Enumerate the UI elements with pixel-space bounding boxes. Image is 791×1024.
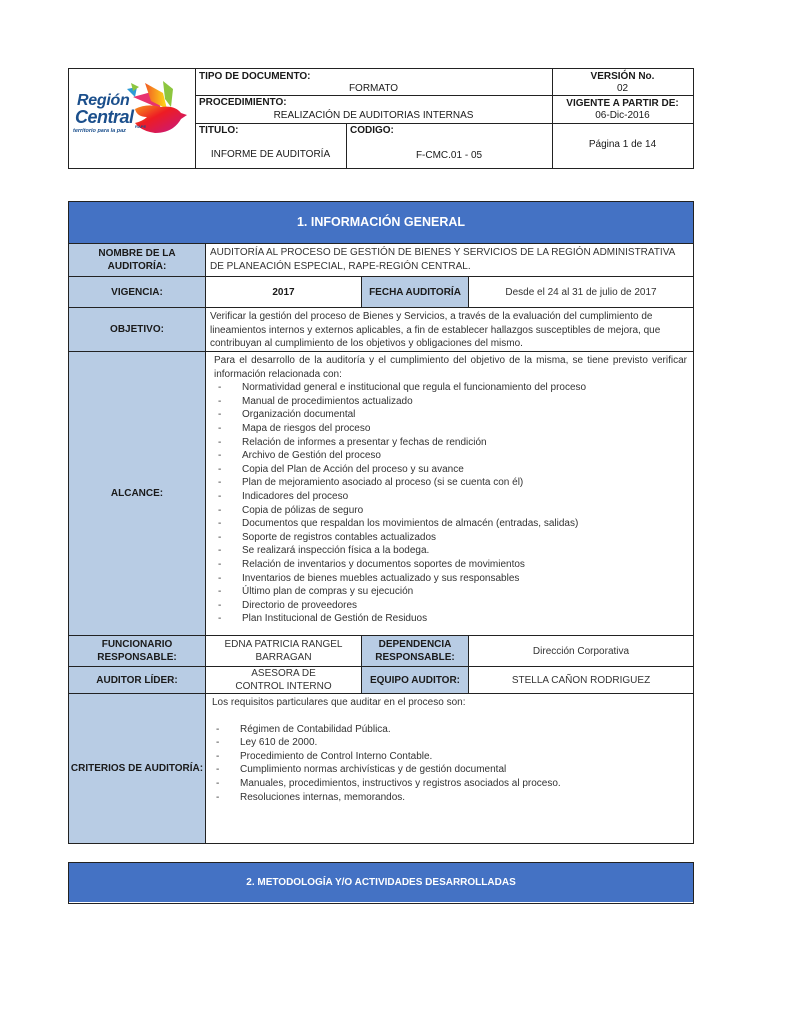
titulo-cell <box>195 123 346 168</box>
list-item: - Indicadores del proceso <box>214 490 687 504</box>
list-item: - Inventarios de bienes muebles actualizado y sus responsables <box>214 572 687 586</box>
list-item: - Régimen de Contabilidad Pública. <box>212 723 689 737</box>
list-item: - Plan de mejoramiento asociado al proceso (si se cuenta con él) <box>214 476 687 490</box>
criterios-content <box>205 694 693 843</box>
version-label: VERSIÓN No. <box>590 71 655 82</box>
criterios-label: CRITERIOS DE AUDITORÍA: <box>69 694 205 843</box>
list-item: - Plan Institucional de Gestión de Residuos <box>214 612 687 626</box>
list-item: - Directorio de proveedores <box>214 599 687 613</box>
alcance-label: ALCANCE: <box>69 352 205 635</box>
list-item: - Normatividad general e institucional que regula el funcionamiento del proceso <box>214 381 687 395</box>
list-item: - Resoluciones internas, memorandos. <box>212 791 689 805</box>
fecha-label: FECHA AUDITORÍA <box>361 277 468 307</box>
list-item: - Manual de procedimientos actualizado <box>214 395 687 409</box>
pagina-cell <box>552 123 693 168</box>
procedimiento-cell <box>195 95 552 123</box>
criterios-list <box>212 723 689 805</box>
funcionario-value: EDNA PATRICIA RANGEL BARRAGAN <box>205 636 361 666</box>
list-item: - Se realizará inspección física a la bodega. <box>214 544 687 558</box>
list-item: - Copia de pólizas de seguro <box>214 504 687 518</box>
tipo-documento-value: FORMATO <box>348 83 399 94</box>
vigencia-label: VIGENCIA: <box>69 277 205 307</box>
vigencia-row <box>69 276 693 307</box>
vigente-label: VIGENTE A PARTIR DE: <box>566 98 679 109</box>
codigo-value: F-CMC.01 - 05 <box>415 150 483 161</box>
procedimiento-value: REALIZACIÓN DE AUDITORIAS INTERNAS <box>273 110 474 121</box>
procedimiento-label: PROCEDIMIENTO: <box>199 97 287 108</box>
funcionario-row <box>69 635 693 666</box>
version-cell <box>552 69 693 95</box>
auditor-row <box>69 666 693 693</box>
dove-logo-icon <box>127 79 189 141</box>
alcance-list <box>214 381 687 626</box>
list-item: - Manuales, procedimientos, instructivos y registros asociados al proceso. <box>212 777 689 791</box>
dependencia-value: Dirección Corporativa <box>468 636 693 666</box>
codigo-cell <box>346 123 552 168</box>
list-item: - Último plan de compras y su ejecución <box>214 585 687 599</box>
list-item: - Documentos que respaldan los movimientos de almacén (entradas, salidas) <box>214 517 687 531</box>
tipo-documento-label: TIPO DE DOCUMENTO: <box>199 71 311 82</box>
criterios-intro: Los requisitos particulares que auditar en el proceso son: <box>212 697 466 708</box>
nombre-label: NOMBRE DE LA AUDITORÍA: <box>69 244 205 276</box>
equipo-value: STELLA CAÑON RODRIGUEZ <box>468 667 693 693</box>
list-item: - Procedimiento de Control Interno Contable. <box>212 750 689 764</box>
list-item: - Relación de informes a presentar y fechas de rendición <box>214 436 687 450</box>
vigencia-value: 2017 <box>205 277 361 307</box>
objetivo-label: OBJETIVO: <box>69 308 205 351</box>
auditor-label: AUDITOR LÍDER: <box>69 667 205 693</box>
titulo-value: INFORME DE AUDITORÍA <box>210 149 331 160</box>
page-number: Página 1 de 14 <box>588 139 657 150</box>
criterios-row <box>69 693 693 843</box>
logo-name: Región <box>77 92 130 109</box>
dependencia-label: DEPENDENCIA RESPONSABLE: <box>361 636 468 666</box>
vigente-cell <box>552 95 693 123</box>
codigo-label: CODIGO: <box>350 125 394 136</box>
nombre-value: AUDITORÍA AL PROCESO DE GESTIÓN DE BIENES Y SERVICIOS DE LA REGIÓN ADMINISTRATIVA DE PLANEACIÓN ESPECIAL, RAPE-REGIÓN CENTRAL. <box>205 244 693 276</box>
list-item: - Archivo de Gestión del proceso <box>214 449 687 463</box>
alcance-row <box>69 351 693 635</box>
titulo-label: TITULO: <box>199 125 239 136</box>
fecha-value: Desde el 24 al 31 de julio de 2017 <box>468 277 693 307</box>
objetivo-row <box>69 307 693 351</box>
logo-tagline: territorio para la paz <box>73 128 126 134</box>
vigente-value: 06-Dic-2016 <box>595 110 650 121</box>
list-item: - Ley 610 de 2000. <box>212 736 689 750</box>
list-item: - Mapa de riesgos del proceso <box>214 422 687 436</box>
document-header <box>68 68 694 169</box>
section-1-title: 1. INFORMACIÓN GENERAL <box>69 202 693 243</box>
alcance-content <box>205 352 693 635</box>
alcance-intro: Para el desarrollo de la auditoría y el cumplimiento del objetivo de la misma, se tiene previsto verificar información relacionada con: <box>214 355 687 380</box>
logo-suffix: RAPE <box>135 124 147 129</box>
list-item: - Soporte de registros contables actualizados <box>214 531 687 545</box>
section-2-title: 2. METODOLOGÍA Y/O ACTIVIDADES DESARROLLADAS <box>69 863 693 902</box>
auditor-value: ASESORA DE CONTROL INTERNO <box>205 667 361 693</box>
logo-name2: Central <box>75 107 134 127</box>
objetivo-value: Verificar la gestión del proceso de Bienes y Servicios, a través de la evaluación del cumplimiento de lineamientos internos y externos aplicables, a fin de establecer hallazgos susceptibles de mejora, que contribuyan al cumplimiento de los objetivos y obligaciones del mismo. <box>205 308 693 351</box>
list-item: - Copia del Plan de Acción del proceso y su avance <box>214 463 687 477</box>
region-central-logo <box>69 69 195 168</box>
equipo-label: EQUIPO AUDITOR: <box>361 667 468 693</box>
list-item: - Cumplimiento normas archivísticas y de gestión documental <box>212 763 689 777</box>
list-item: - Relación de inventarios y documentos soportes de movimientos <box>214 558 687 572</box>
metodologia-table <box>68 862 694 904</box>
funcionario-label: FUNCIONARIO RESPONSABLE: <box>69 636 205 666</box>
nombre-row <box>69 243 693 276</box>
tipo-documento-cell <box>195 69 552 95</box>
informacion-general-table <box>68 201 694 844</box>
list-item: - Organización documental <box>214 408 687 422</box>
version-value: 02 <box>616 83 629 94</box>
